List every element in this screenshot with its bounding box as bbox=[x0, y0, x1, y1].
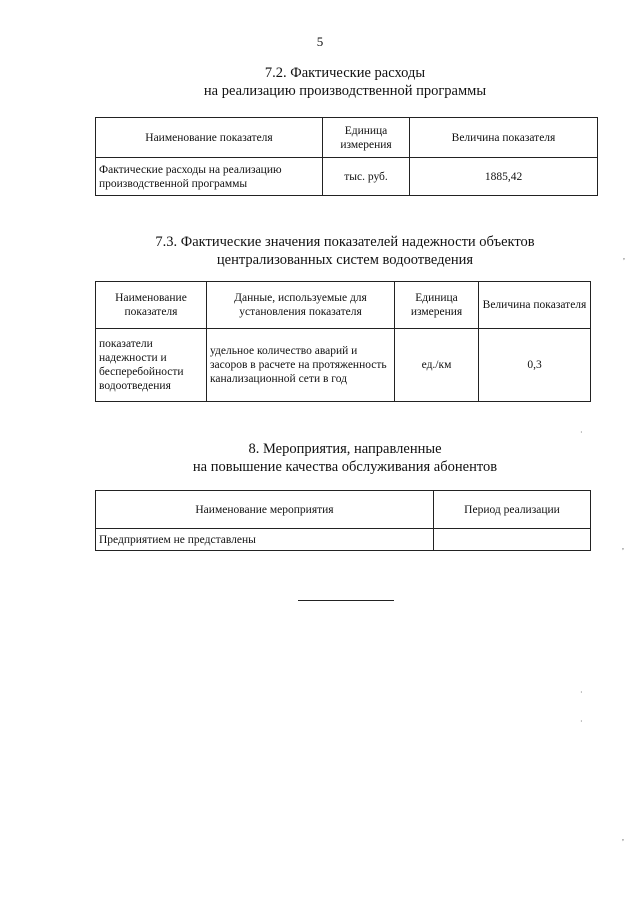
table-row bbox=[96, 529, 591, 551]
scan-speck: · bbox=[580, 688, 583, 697]
header-cell: Величина показателя bbox=[479, 282, 591, 329]
header-cell: Наименование показателя bbox=[96, 118, 323, 158]
expenses-table bbox=[95, 117, 598, 196]
section-7-3-title-line1: 7.3. Фактические значения показателей надежности объектов bbox=[155, 234, 535, 250]
scan-speck: · bbox=[580, 717, 583, 726]
section-7-2-title-line1: 7.2. Фактические расходы bbox=[264, 65, 426, 81]
table-cell: Фактические расходы на реализацию производственной программы bbox=[96, 158, 323, 196]
page-number: 5 bbox=[316, 34, 324, 49]
table-header-row bbox=[96, 282, 591, 329]
table-row bbox=[96, 158, 598, 196]
section-8-title-line2: на повышение качества обслуживания абонентов bbox=[192, 459, 498, 475]
table-header-row bbox=[96, 118, 598, 158]
section-7-2-title-line2: на реализацию производственной программы bbox=[203, 83, 487, 99]
header-cell: Период реализации bbox=[434, 491, 591, 529]
table-cell bbox=[434, 529, 591, 551]
section-8-title-line1: 8. Мероприятия, направленные bbox=[248, 441, 442, 457]
measures-table bbox=[95, 490, 591, 551]
table-cell: тыс. руб. bbox=[323, 158, 410, 196]
table-cell: удельное количество аварий и засоров в расчете на протяженность канализационной сети в год bbox=[207, 329, 395, 402]
header-cell: Наименование мероприятия bbox=[96, 491, 434, 529]
table-cell: показатели надежности и бесперебойности водоотведения bbox=[96, 329, 207, 402]
table-row bbox=[96, 329, 591, 402]
scan-speck: , bbox=[623, 252, 625, 261]
header-cell: Данные, используемые для установления показателя bbox=[207, 282, 395, 329]
table-cell: Предприятием не представлены bbox=[96, 529, 434, 551]
header-cell: Единица измерения bbox=[395, 282, 479, 329]
header-cell: Наименование показателя bbox=[96, 282, 207, 329]
section-7-3-title bbox=[0, 233, 640, 269]
scan-speck: , bbox=[622, 542, 624, 551]
table-cell: 0,3 bbox=[479, 329, 591, 402]
table-header-row bbox=[96, 491, 591, 529]
closing-rule bbox=[298, 600, 394, 601]
section-7-3-title-line2: централизованных систем водоотведения bbox=[216, 252, 474, 268]
header-cell: Величина показателя bbox=[410, 118, 598, 158]
header-cell: Единица измерения bbox=[323, 118, 410, 158]
section-8-title bbox=[0, 440, 640, 476]
scan-speck: · bbox=[580, 428, 583, 437]
section-7-2-title bbox=[0, 64, 640, 100]
table-cell: ед./км bbox=[395, 329, 479, 402]
scan-speck: , bbox=[622, 833, 624, 842]
reliability-table bbox=[95, 281, 591, 402]
table-cell: 1885,42 bbox=[410, 158, 598, 196]
